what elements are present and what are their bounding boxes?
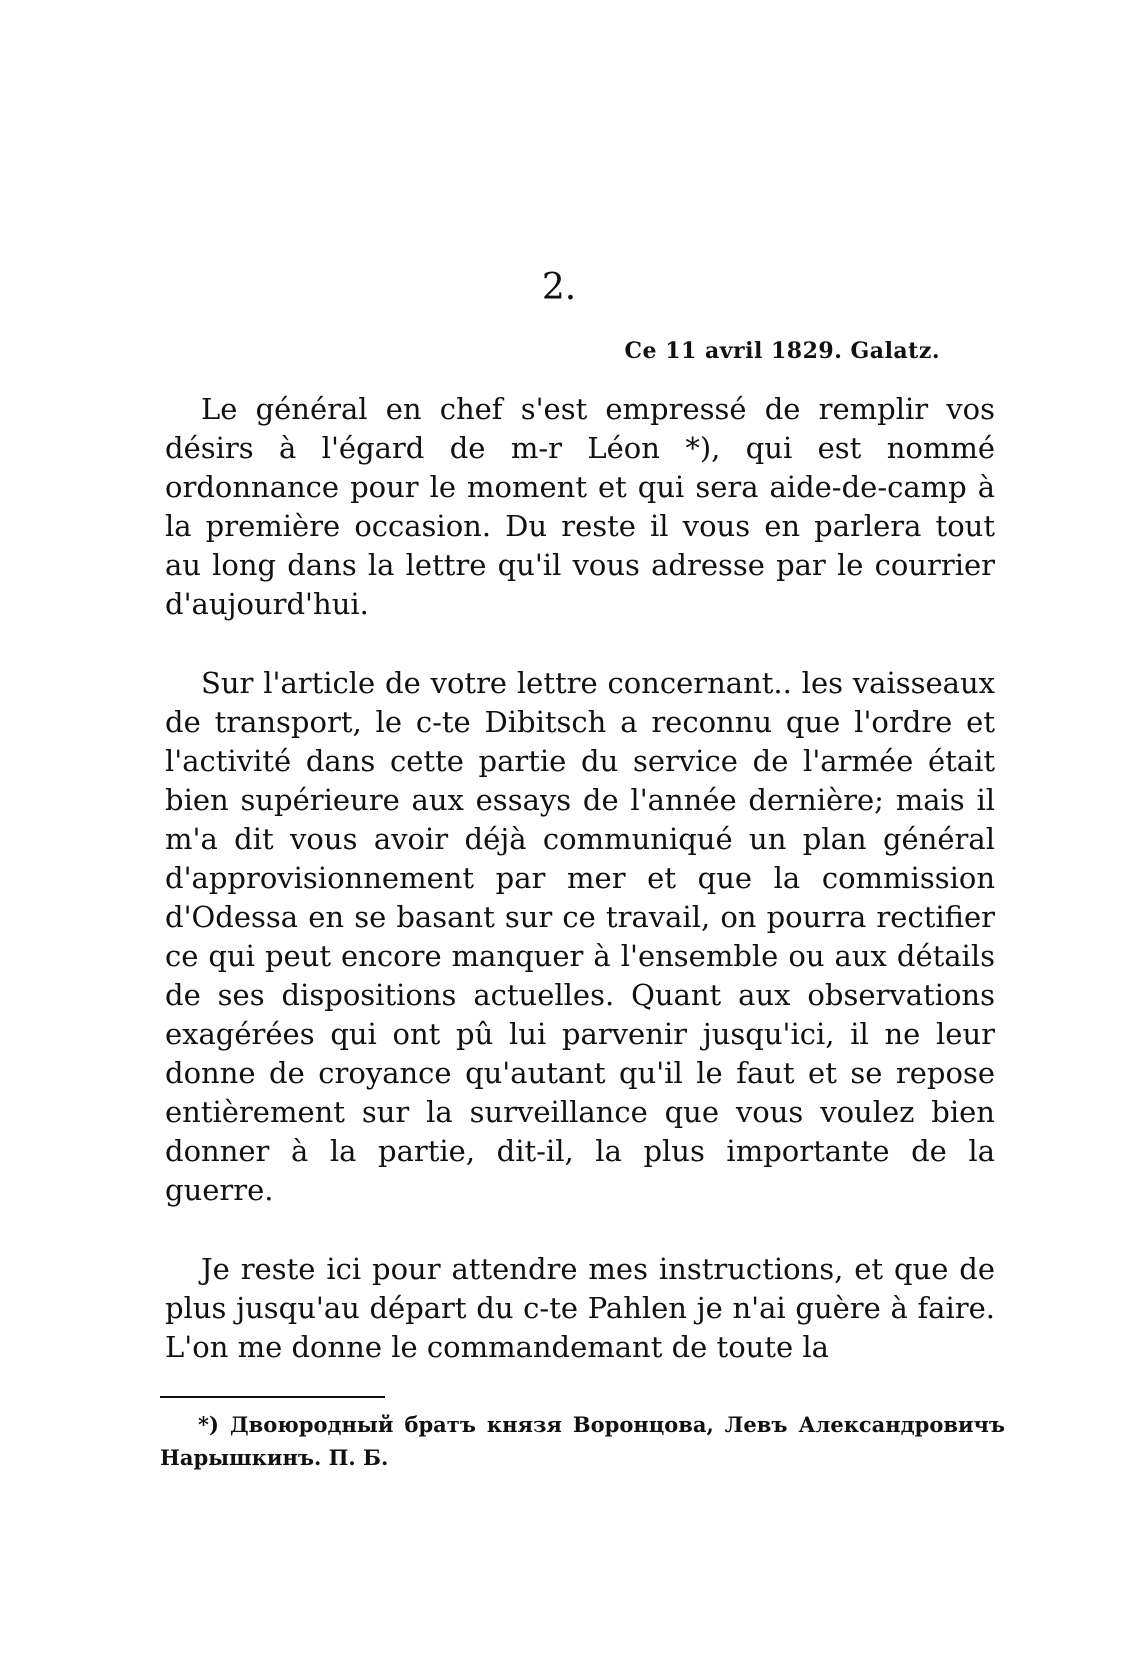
- paragraph-2: Sur l'article de votre lettre concernant.. les vaisseaux de transport, le c-te Dibitsch a reconnu que l'ordre et l'activité dans cette partie du service de l'armée était bien supérieure aux essays de l'année dernière; mais il m'a dit vous avoir déjà communiqué un plan général d'approvisionnement par mer et que la commission d'Odessa en se basant sur ce travail, on pourra rectifier ce qui peut encore manquer à l'ensemble ou aux détails de ses dispositions actuelles. Quant aux observations exagérées qui ont pû lui parvenir jusqu'ici, il ne leur donne de croyance qu'autant qu'il le faut et se repose entièrement sur la surveillance que vous voulez bien donner à la partie, dit-il, la plus importante de la guerre.: [165, 666, 995, 1207]
- footnote: *) Двоюродный братъ князя Воронцова, Левъ Александровичъ Нарышкинъ. П. Б.: [160, 1412, 1005, 1470]
- letter-body: [165, 390, 995, 1407]
- paragraph-3: Je reste ici pour attendre mes instructions, et que de plus jusqu'au départ du c-te Pahlen je n'ai guère à faire. L'on me donne le commandemant de toute la: [165, 1252, 995, 1364]
- letter-number: 2.: [541, 267, 577, 308]
- footnote-divider: [160, 1396, 385, 1398]
- paragraph-1: Le général en chef s'est empressé de remplir vos désirs à l'égard de m-r Léon *), qui est nommé ordonnance pour le moment et qui sera aide-de-camp à la première occasion. Du reste il vous en parlera tout au long dans la lettre qu'il vous adresse par le courrier d'aujourd'hui.: [165, 392, 995, 621]
- letter-dateline: Ce 11 avril 1829. Galatz.: [624, 338, 940, 364]
